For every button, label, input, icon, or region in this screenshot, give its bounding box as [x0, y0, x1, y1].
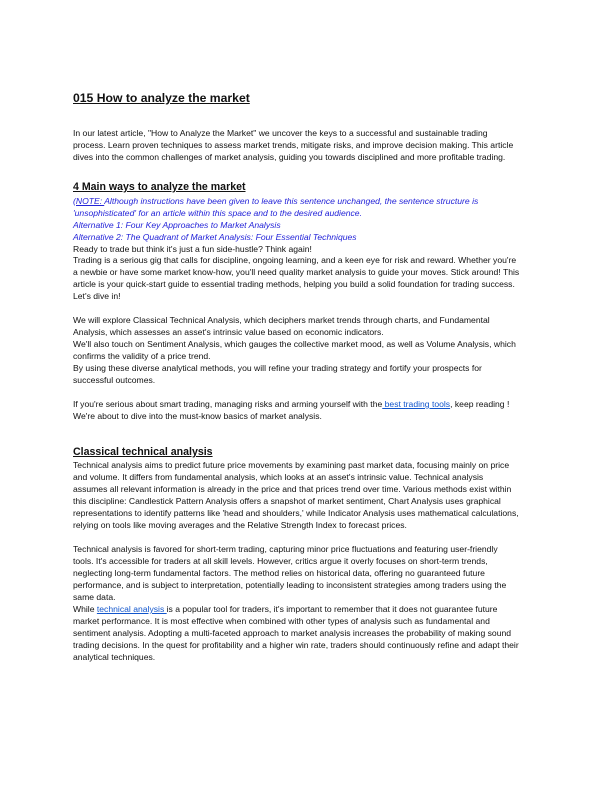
body-line: Analysis, which assesses an asset's intrinsic value based on economic indicators. — [73, 327, 384, 337]
while-line — [73, 603, 497, 615]
cta-line — [73, 398, 509, 410]
body-line: a newbie or have some market know-how, you'll need quality market analysis to guide your moves. Stick around! This — [73, 267, 520, 277]
intro-line: dives into the common challenges of market analysis, guiding you towards disciplined and more profitable trading. — [73, 152, 506, 162]
body-line: We'll also touch on Sentiment Analysis, which gauges the collective market mood, as well as Volume Analysis, which — [73, 339, 516, 349]
body-line: analytical techniques. — [73, 652, 156, 662]
body-line: and volume. It differs from fundamental analysis, which looks at an asset's intrinsic value. Technical analysis — [73, 472, 484, 482]
body-line: market performance. It is most effective when combined with other types of analysis such as fundamental and — [73, 616, 490, 626]
body-line: neglecting long-term fundamental factors. The method relies on historical data, offering no guaranteed future — [73, 568, 485, 578]
body-line: same data. — [73, 592, 116, 602]
editor-note-line: 'unsophisticated' for an article within this space and to the desired audience. — [73, 208, 362, 218]
best-trading-tools-link[interactable]: best trading tools — [382, 399, 451, 409]
body-line: sentiment analysis. Adopting a multi-faceted approach to market analysis increases the probability of making sound — [73, 628, 512, 638]
body-line: trading decisions. In the quest for profitability and a higher win rate, traders should continuously refine and adapt their — [73, 640, 519, 650]
body-line: We're about to dive into the must-know basics of market analysis. — [73, 411, 322, 421]
body-line: Technical analysis aims to predict future price movements by examining past market data, focusing mainly on price — [73, 460, 510, 470]
body-line: Trading is a serious gig that calls for discipline, ongoing learning, and a keen eye for risk and reward. Whether you're — [73, 255, 517, 265]
body-line: By using these diverse analytical methods, you will refine your trading strategy and fortify your prospects for — [73, 363, 482, 373]
body-line: Technical analysis is favored for short-term trading, capturing minor price fluctuations and featuring user-friendly — [73, 544, 498, 554]
section-heading-classical-technical: Classical technical analysis — [73, 446, 213, 458]
while-rest: is a popular tool for traders, it's important to remember that it does not guarantee future — [166, 604, 498, 614]
alternative-title-2: Alternative 2: The Quadrant of Market Analysis: Four Essential Techniques — [73, 232, 357, 242]
intro-line: process. Learn proven techniques to assess market trends, mitigate risks, and improve decision making. This article — [73, 140, 514, 150]
body-line: representations to identify patterns like 'head and shoulders,' while Indicator Analysis uses mathematical calculations, — [73, 508, 519, 518]
note-text: Although instructions have been given to leave this sentence unchanged, the sentence structure is — [104, 196, 479, 206]
body-line: relying on tools like moving averages and the Relative Strength Index to forecast prices. — [73, 520, 407, 530]
body-line: assumes all relevant information is already in the price and that prices trend over time. Various methods exist within — [73, 484, 512, 494]
body-line: We will explore Classical Technical Analysis, which deciphers market trends through charts, and Fundamental — [73, 315, 490, 325]
note-prefix: (NOTE: — [73, 196, 105, 206]
section-heading-main-ways: 4 Main ways to analyze the market — [73, 181, 246, 193]
while-prefix: While — [73, 604, 97, 614]
page-title: 015 How to analyze the market — [73, 91, 250, 105]
body-line: successful outcomes. — [73, 375, 156, 385]
intro-line: In our latest article, "How to Analyze the Market" we uncover the keys to a successful and sustainable trading — [73, 128, 488, 138]
cta-text: If you're serious about smart trading, managing risks and arming yourself with the — [73, 399, 383, 409]
alternative-title-1: Alternative 1: Four Key Approaches to Market Analysis — [73, 220, 281, 230]
body-line: tools. It's accessible for traders at all skill levels. However, critics argue it overly focuses on short-term trends, — [73, 556, 488, 566]
cta-text-end: , keep reading ! — [450, 399, 510, 409]
body-line: article is your quick-start guide to essential trading methods, helping you build a solid foundation for trading success. — [73, 279, 515, 289]
body-line: performance, and is subject to interpretation, potentially leading to inconsistent strategies among traders using the — [73, 580, 507, 590]
editor-note-line — [73, 195, 478, 207]
body-line: Let's dive in! — [73, 291, 121, 301]
body-line: confirms the validity of a price trend. — [73, 351, 211, 361]
body-line: this discipline: Candlestick Pattern Analysis offers a snapshot of market sentiment, Chart Analysis uses graphical — [73, 496, 501, 506]
body-line: Ready to trade but think it's just a fun side-hustle? Think again! — [73, 244, 312, 254]
technical-analysis-link[interactable]: technical analysis — [96, 604, 167, 614]
